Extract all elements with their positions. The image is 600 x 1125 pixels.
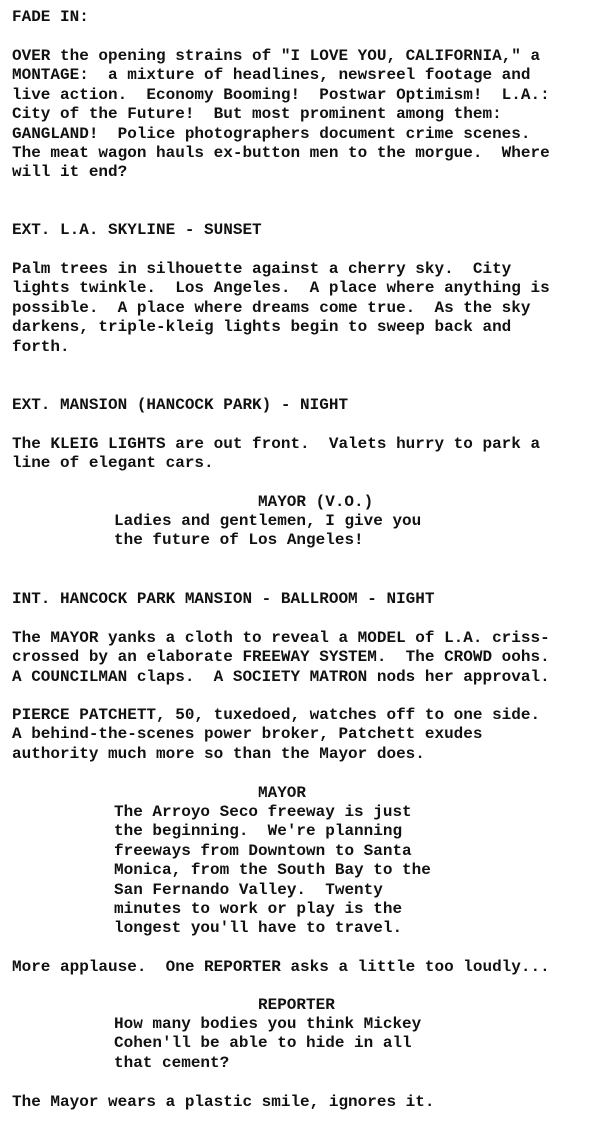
action-mayor-smile: The Mayor wears a plastic smile, ignores it. <box>12 1093 435 1111</box>
action-skyline: Palm trees in silhouette against a cherry sky. City lights twinkle. Los Angeles. A place where anything is possible. A place where dreams come true. As the sky darkens, triple-kleig lights begin to sweep back and forth. <box>12 260 550 356</box>
scene-heading-skyline: EXT. L.A. SKYLINE - SUNSET <box>12 221 262 239</box>
dialogue-mayor-vo: Ladies and gentlemen, I give you the future of Los Angeles! <box>114 512 422 550</box>
action-freeway-model: The MAYOR yanks a cloth to reveal a MODEL of L.A. criss- crossed by an elaborate FREEWAY SYSTEM. The CROWD oohs. A COUNCILMAN claps. A SOCIETY MATRON nods her approval. <box>12 629 550 686</box>
action-patchett-intro: PIERCE PATCHETT, 50, tuxedoed, watches off to one side. A behind-the-scenes power broker, Patchett exudes authority much more so than the Mayor does. <box>12 706 541 763</box>
action-applause: More applause. One REPORTER asks a little too loudly... <box>12 958 550 976</box>
character-mayor: MAYOR <box>258 784 307 802</box>
dialogue-mayor-freeway: The Arroyo Seco freeway is just the beginning. We're planning freeways from Downtown to Santa Monica, from the South Bay to the San Fernando Valley. Twenty minutes to work or play is the longest you'll have to travel. <box>114 803 431 938</box>
action-kleig-lights: The KLEIG LIGHTS are out front. Valets hurry to park a line of elegant cars. <box>12 435 541 473</box>
character-reporter: REPORTER <box>258 996 335 1014</box>
dialogue-reporter: How many bodies you think Mickey Cohen'll be able to hide in all that cement? <box>114 1015 422 1072</box>
scene-heading-mansion-ext: EXT. MANSION (HANCOCK PARK) - NIGHT <box>12 396 349 414</box>
scene-heading-ballroom: INT. HANCOCK PARK MANSION - BALLROOM - NIGHT <box>12 590 435 608</box>
character-mayor-vo: MAYOR (V.O.) <box>258 493 374 511</box>
transition-fade-in: FADE IN: <box>12 8 89 26</box>
action-opening-montage: OVER the opening strains of "I LOVE YOU, CALIFORNIA," a MONTAGE: a mixture of headlines, newsreel footage and live action. Economy Booming! Postwar Optimism! L.A.: City of the Future! But most prominent among them: GANGLAND! Police photographers document crime scenes. The meat wagon hauls ex-button men to the morgue. Where will it end? <box>12 47 550 182</box>
